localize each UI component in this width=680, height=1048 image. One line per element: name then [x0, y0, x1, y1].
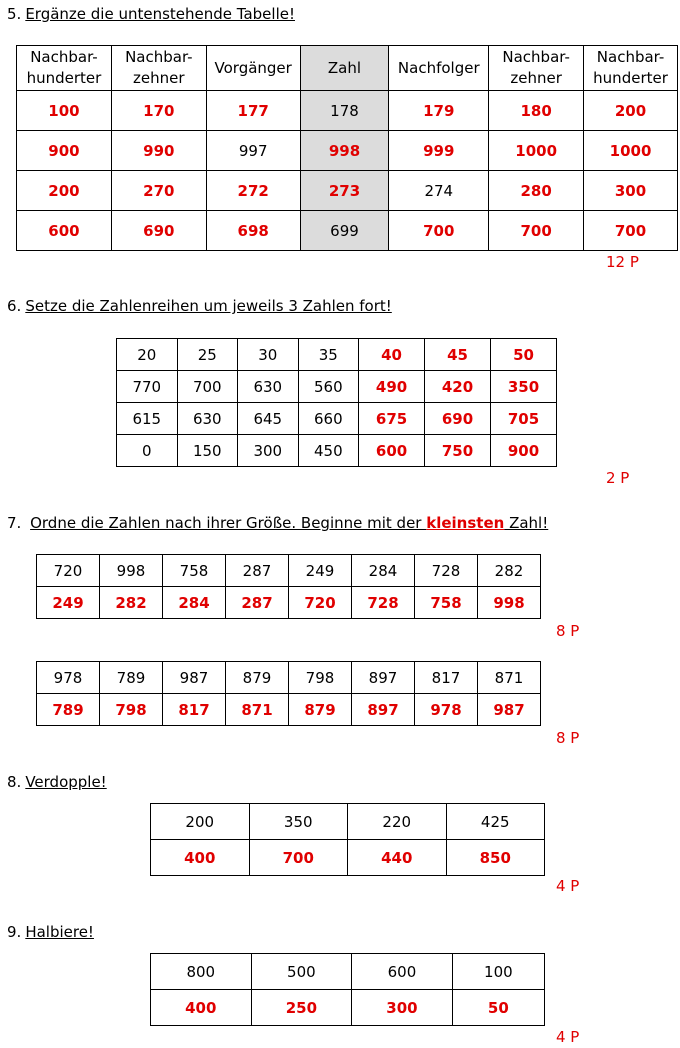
table-cell: 998 — [100, 555, 163, 587]
answer-row — [37, 694, 541, 726]
given-row — [37, 555, 541, 587]
table-cell: 272 — [206, 171, 300, 211]
task6-table — [116, 338, 557, 467]
table-cell: 200 — [17, 171, 112, 211]
table-cell: 287 — [226, 587, 289, 619]
table-cell: 45 — [425, 339, 491, 371]
table-cell: 600 — [352, 954, 453, 990]
table-cell: 770 — [117, 371, 178, 403]
column-header: Zahl — [300, 46, 389, 91]
table-cell: 700 — [249, 840, 348, 876]
table-cell: 758 — [415, 587, 478, 619]
task8-number: 8. — [7, 773, 22, 791]
table-cell: 40 — [359, 339, 425, 371]
column-header: Nachbar- hunderter — [584, 46, 678, 91]
task7-instruction-before: Ordne die Zahlen nach ihrer Größe. Beginne mit der — [30, 514, 427, 532]
table-cell: 675 — [359, 403, 425, 435]
table-cell: 180 — [489, 91, 584, 131]
table-row — [117, 339, 557, 371]
table-row — [117, 403, 557, 435]
table-cell: 350 — [491, 371, 557, 403]
task8-table — [150, 803, 545, 876]
table-cell: 0 — [117, 435, 178, 467]
answer-row — [151, 990, 545, 1026]
table-cell: 284 — [352, 555, 415, 587]
table-cell: 284 — [163, 587, 226, 619]
column-header: Vorgänger — [206, 46, 300, 91]
table-cell: 220 — [348, 804, 447, 840]
task5-instruction: Ergänze die untenstehende Tabelle! — [25, 5, 295, 23]
table-cell: 420 — [425, 371, 491, 403]
table-cell: 30 — [238, 339, 299, 371]
table-cell: 987 — [478, 694, 541, 726]
task7-heading — [7, 514, 548, 532]
table-cell: 20 — [117, 339, 178, 371]
table-cell: 700 — [489, 211, 584, 251]
table-cell: 758 — [163, 555, 226, 587]
table-cell: 630 — [177, 403, 238, 435]
table-cell: 300 — [352, 990, 453, 1026]
given-row — [37, 662, 541, 694]
table-row — [117, 371, 557, 403]
table-cell: 817 — [415, 662, 478, 694]
table-cell: 987 — [163, 662, 226, 694]
table-cell: 728 — [415, 555, 478, 587]
table-cell: 879 — [289, 694, 352, 726]
table-cell: 871 — [478, 662, 541, 694]
task6-instruction: Setze die Zahlenreihen um jeweils 3 Zahlen fort! — [25, 297, 392, 315]
table-cell: 900 — [491, 435, 557, 467]
task7-table-2 — [36, 661, 541, 726]
table-cell: 400 — [151, 990, 252, 1026]
table-cell: 990 — [111, 131, 206, 171]
table-cell: 615 — [117, 403, 178, 435]
table-cell: 350 — [249, 804, 348, 840]
table-cell: 282 — [478, 555, 541, 587]
table-cell: 282 — [100, 587, 163, 619]
table-cell: 789 — [100, 662, 163, 694]
table-cell: 700 — [389, 211, 489, 251]
table-cell: 300 — [584, 171, 678, 211]
table-cell: 1000 — [489, 131, 584, 171]
table-cell: 450 — [298, 435, 359, 467]
table-cell: 897 — [352, 662, 415, 694]
table-cell: 978 — [37, 662, 100, 694]
table-cell: 150 — [177, 435, 238, 467]
table-cell: 800 — [151, 954, 252, 990]
task6-number: 6. — [7, 297, 22, 315]
table-cell: 249 — [37, 587, 100, 619]
table-cell: 440 — [348, 840, 447, 876]
task7-points-2: 8 P — [556, 729, 580, 747]
table-cell: 600 — [359, 435, 425, 467]
column-header: Nachbar- hunderter — [17, 46, 112, 91]
table-cell: 560 — [298, 371, 359, 403]
table-cell: 999 — [389, 131, 489, 171]
table-cell: 850 — [446, 840, 545, 876]
table-cell: 25 — [177, 339, 238, 371]
task7-table-1 — [36, 554, 541, 619]
table-cell: 179 — [389, 91, 489, 131]
table-cell: 798 — [289, 662, 352, 694]
task6-heading — [7, 297, 392, 315]
table-cell: 200 — [151, 804, 250, 840]
table-cell: 728 — [352, 587, 415, 619]
task7-instruction-highlight: kleinsten — [426, 514, 505, 532]
task5-points: 12 P — [606, 253, 639, 271]
table-cell: 200 — [584, 91, 678, 131]
table-row — [17, 171, 678, 211]
task5-heading — [7, 5, 295, 23]
table-cell: 300 — [238, 435, 299, 467]
table-cell: 690 — [425, 403, 491, 435]
table-cell: 698 — [206, 211, 300, 251]
table-cell: 900 — [17, 131, 112, 171]
table-cell: 897 — [352, 694, 415, 726]
column-header: Nachfolger — [389, 46, 489, 91]
task9-number: 9. — [7, 923, 22, 941]
table-cell: 178 — [300, 91, 389, 131]
table-cell: 750 — [425, 435, 491, 467]
task5-number: 5. — [7, 5, 22, 23]
task5-table — [16, 45, 678, 251]
table-cell: 425 — [446, 804, 545, 840]
table-cell: 177 — [206, 91, 300, 131]
table-cell: 700 — [584, 211, 678, 251]
answer-row — [37, 587, 541, 619]
table-cell: 1000 — [584, 131, 678, 171]
column-header: Nachbar- zehner — [489, 46, 584, 91]
table-cell: 170 — [111, 91, 206, 131]
table-cell: 630 — [238, 371, 299, 403]
table-cell: 50 — [491, 339, 557, 371]
task8-heading — [7, 773, 107, 791]
table-row — [17, 131, 678, 171]
table-cell: 705 — [491, 403, 557, 435]
table-cell: 789 — [37, 694, 100, 726]
column-header: Nachbar- zehner — [111, 46, 206, 91]
table-cell: 700 — [177, 371, 238, 403]
table-cell: 270 — [111, 171, 206, 211]
table-cell: 287 — [226, 555, 289, 587]
table-row — [17, 211, 678, 251]
task9-heading — [7, 923, 94, 941]
table-cell: 400 — [151, 840, 250, 876]
table-cell: 871 — [226, 694, 289, 726]
table-cell: 978 — [415, 694, 478, 726]
table-cell: 280 — [489, 171, 584, 211]
table-cell: 490 — [359, 371, 425, 403]
table-cell: 660 — [298, 403, 359, 435]
table-cell: 249 — [289, 555, 352, 587]
table-cell: 50 — [452, 990, 544, 1026]
table-cell: 690 — [111, 211, 206, 251]
task7-number: 7. — [7, 514, 22, 532]
table-cell: 600 — [17, 211, 112, 251]
task8-points: 4 P — [556, 877, 580, 895]
table-cell: 35 — [298, 339, 359, 371]
task9-table — [150, 953, 545, 1026]
table-cell: 998 — [478, 587, 541, 619]
table-cell: 100 — [452, 954, 544, 990]
task7-instruction-after: Zahl! — [504, 514, 549, 532]
task6-points: 2 P — [606, 469, 630, 487]
table-cell: 274 — [389, 171, 489, 211]
table-cell: 699 — [300, 211, 389, 251]
table-cell: 100 — [17, 91, 112, 131]
table-cell: 720 — [37, 555, 100, 587]
table-cell: 720 — [289, 587, 352, 619]
table-cell: 273 — [300, 171, 389, 211]
table-cell: 500 — [251, 954, 352, 990]
table-cell: 250 — [251, 990, 352, 1026]
task7-points-1: 8 P — [556, 622, 580, 640]
task8-instruction: Verdopple! — [25, 773, 107, 791]
given-row — [151, 954, 545, 990]
task9-points: 4 P — [556, 1028, 580, 1046]
table-cell: 645 — [238, 403, 299, 435]
table-cell: 997 — [206, 131, 300, 171]
table-cell: 817 — [163, 694, 226, 726]
table-row — [17, 91, 678, 131]
table-cell: 879 — [226, 662, 289, 694]
table-cell: 798 — [100, 694, 163, 726]
answer-row — [151, 840, 545, 876]
table-row — [117, 435, 557, 467]
table-cell: 998 — [300, 131, 389, 171]
task9-instruction: Halbiere! — [25, 923, 94, 941]
given-row — [151, 804, 545, 840]
